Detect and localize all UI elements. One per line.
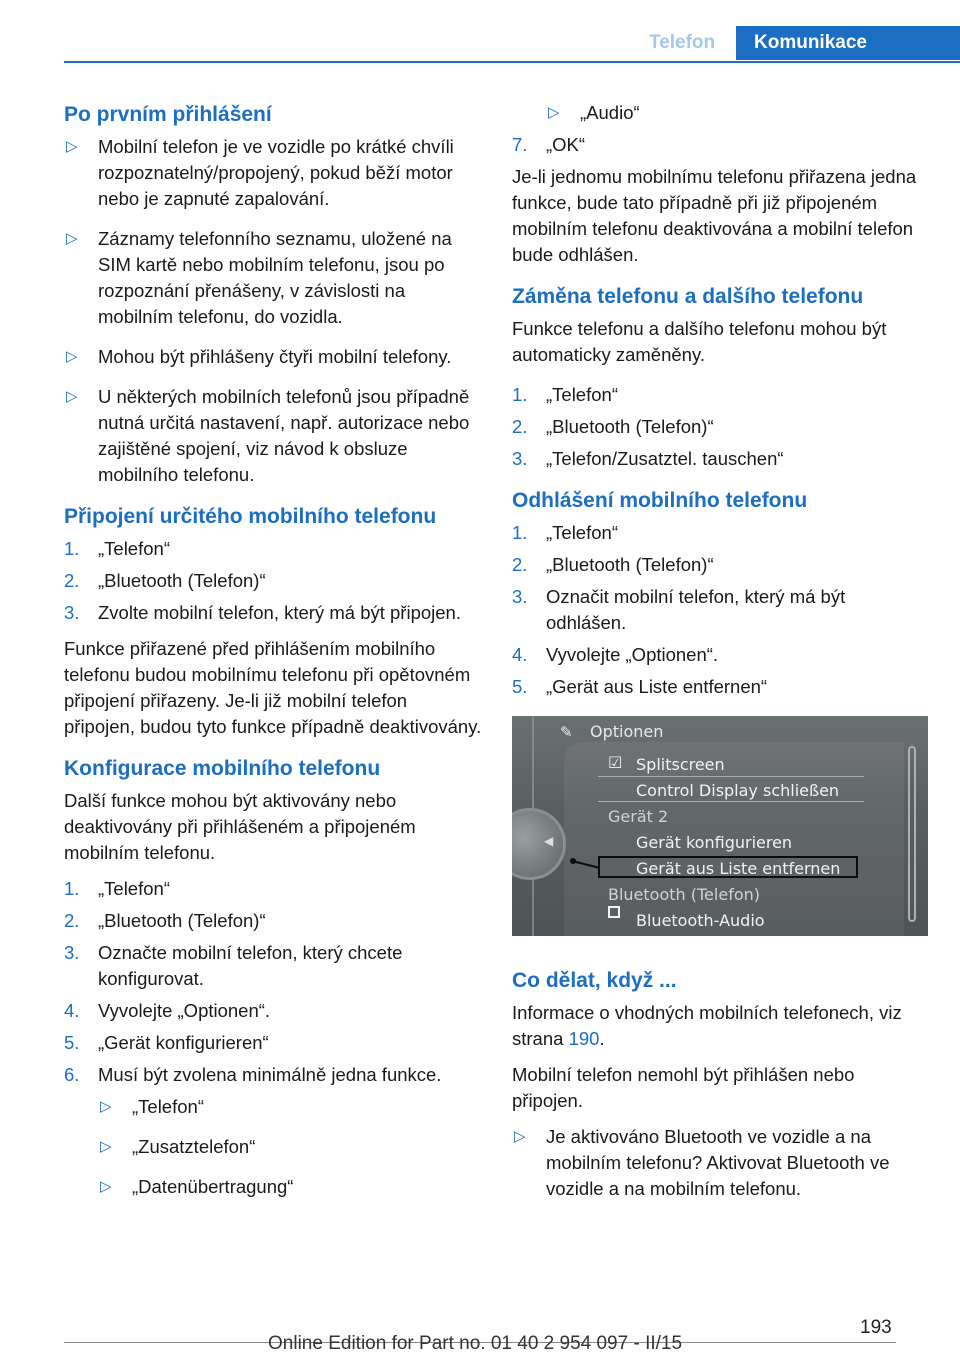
function-sublist-continued [512, 100, 930, 126]
triangle-bullet-icon: ▷ [66, 138, 78, 155]
list-item: ▷ „Datenübertragung“ [98, 1174, 482, 1200]
edition-note: Online Edition for Part no. 01 40 2 954 097 - II/15 [268, 1333, 683, 1354]
step-item: 2. „Bluetooth (Telefon)“ [512, 416, 714, 437]
header-rule [64, 61, 960, 63]
menu-item-remove-device: Gerät aus Liste entfernen [636, 859, 841, 878]
step-item: 3. Označte mobilní telefon, který chcete konfigurovat. [64, 942, 403, 989]
chapter-tab: Komunikace [736, 26, 960, 60]
list-item: ▷ U některých mobilních telefonů jsou případně nutná určitá nastavení, např. autorizace nebo zajištěné spojení, viz návod k obsluze mobilního telefonu. [66, 386, 470, 485]
menu-item-configure-device: Gerät konfigurieren [636, 833, 793, 852]
configure-note-paragraph: Je-li jednomu mobilnímu telefonu přiřazena jedna funkce, bude tato případně při již připojeném mobilním telefonu deaktivována a mobilní telefon bude odhlášen. [512, 166, 917, 265]
list-item: ▷ Záznamy telefonního seznamu, uložené na SIM kartě nebo mobilním telefonu, jsou po rozpoznání přenášeny, v závislosti na mobilním telefonu, do vozidla. [66, 228, 452, 327]
step-item: 2. „Bluetooth (Telefon)“ [512, 554, 714, 575]
step-item: 4. Vyvolejte „Optionen“. [64, 1000, 271, 1021]
heading-what-to-do: Co dělat, když ... [512, 969, 677, 992]
configure-paragraph: Další funkce mohou být aktivovány nebo deaktivovány při přihlášeném a připojeném mobilním telefonu. [64, 790, 416, 863]
checkbox-empty-icon [608, 906, 620, 918]
step-item: 6. Musí být zvolena minimálně jedna funkce. [64, 1064, 442, 1085]
page-number: 193 [860, 1317, 892, 1338]
list-item: ▷ Mobilní telefon je ve vozidle po krátké chvíli rozpoznatelný/propojený, pokud běží motor nebo je zapnuté zapalování. [66, 136, 454, 209]
logout-steps [512, 520, 930, 700]
list-item: ▷ „Zusatztelefon“ [98, 1134, 482, 1160]
step-item: 4. Vyvolejte „Optionen“. [512, 644, 719, 665]
list-item: ▷ „Audio“ [546, 100, 930, 126]
swap-steps [512, 382, 930, 472]
page-link[interactable]: 190 [568, 1028, 600, 1049]
heading-swap-phone: Záměna telefonu a dalšího telefonu [512, 285, 864, 308]
step-item: 7. „OK“ [512, 134, 586, 155]
menu-item-bluetooth-audio: Bluetooth-Audio [636, 911, 765, 930]
triangle-bullet-icon: ▷ [548, 104, 560, 121]
heading-connect-phone: Připojení určitého mobilního telefonu [64, 505, 437, 528]
list-item: ▷ Mohou být přihlášeny čtyři mobilní telefony. [64, 344, 482, 370]
connect-paragraph: Funkce přiřazené před přihlášením mobilního telefonu budou mobilnímu telefonu při opětovném připojení přiřazeny. Je-li již mobilní telefon připojen, budou tyto funkce případně deaktivovány. [64, 638, 482, 737]
callout-dot [570, 858, 576, 864]
step-item: 2. „Bluetooth (Telefon)“ [64, 910, 266, 931]
list-item: ▷ „Telefon“ [98, 1094, 482, 1120]
triangle-bullet-icon: ▷ [66, 230, 78, 247]
connect-steps [64, 536, 482, 626]
screen-title: Optionen [590, 722, 664, 741]
list-item: ▷ Je aktivováno Bluetooth ve vozidle a na mobilním telefonu? Aktivovat Bluetooth ve vozidle a na mobilním telefonu. [514, 1126, 890, 1199]
troubleshoot-list [512, 1124, 930, 1202]
idrive-options-screenshot [512, 716, 928, 936]
triangle-bullet-icon: ▷ [66, 388, 78, 405]
checkbox-checked-icon: ☑ [608, 753, 623, 772]
menu-divider [598, 801, 864, 802]
step-item: 2. „Bluetooth (Telefon)“ [64, 570, 266, 591]
problem-paragraph: Mobilní telefon nemohl být přihlášen nebo připojen. [512, 1064, 855, 1111]
step-item: 3. Označit mobilní telefon, který má být odhlášen. [512, 586, 846, 633]
configure-steps [64, 876, 482, 1088]
right-column [512, 100, 930, 1208]
menu-category-bluetooth: Bluetooth (Telefon) [608, 885, 760, 904]
triangle-bullet-icon: ▷ [100, 1098, 112, 1115]
step-item: 3. „Telefon/Zusatztel. tauschen“ [512, 448, 784, 469]
first-login-list [64, 134, 482, 488]
scrollbar [908, 746, 916, 922]
menu-divider [598, 776, 864, 777]
compatible-phones-paragraph: Informace o vhodných mobilních telefonech, viz strana 190. [512, 1002, 902, 1049]
menu-item-close-display: Control Display schließen [636, 781, 840, 800]
configure-steps-continued [512, 132, 930, 158]
step-item: 1. „Telefon“ [64, 878, 170, 899]
section-tab: Telefon [649, 32, 716, 53]
controller-knob [512, 808, 566, 880]
function-sublist [64, 1094, 482, 1200]
triangle-bullet-icon: ▷ [514, 1128, 526, 1145]
swap-paragraph: Funkce telefonu a dalšího telefonu mohou být automaticky zaměněny. [512, 318, 887, 365]
menu-category-device: Gerät 2 [608, 807, 669, 826]
step-item: 5. „Gerät konfigurieren“ [64, 1032, 269, 1053]
heading-logout-phone: Odhlášení mobilního telefonu [512, 489, 808, 512]
arrow-left-icon: ◀ [544, 834, 554, 848]
heading-configure-phone: Konfigurace mobilního telefonu [64, 757, 381, 780]
step-item: 5. „Gerät aus Liste entfernen“ [512, 676, 768, 697]
left-column [64, 100, 482, 1208]
step-item: 1. „Telefon“ [512, 522, 618, 543]
heading-after-first-login: Po prvním přihlášení [64, 103, 272, 126]
triangle-bullet-icon: ▷ [100, 1138, 112, 1155]
menu-item-splitscreen: Splitscreen [636, 755, 725, 774]
triangle-bullet-icon: ▷ [66, 348, 78, 365]
tools-icon: ✎ [560, 723, 573, 741]
step-item: 1. „Telefon“ [512, 384, 618, 405]
triangle-bullet-icon: ▷ [100, 1178, 112, 1195]
step-item: 3. Zvolte mobilní telefon, který má být připojen. [64, 602, 461, 623]
step-item: 1. „Telefon“ [64, 538, 170, 559]
